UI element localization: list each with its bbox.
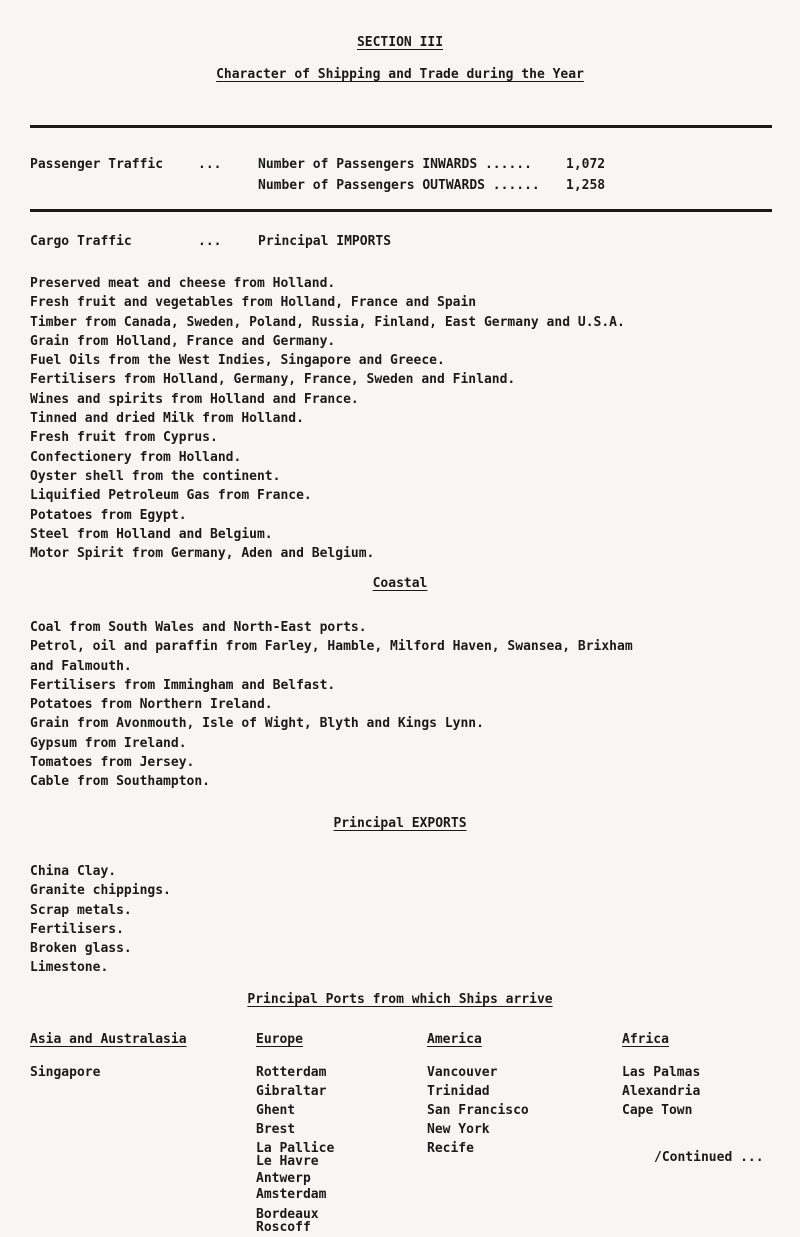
ports-column-heading-america: America: [427, 1032, 482, 1047]
list-item: Brest: [256, 1122, 296, 1137]
list-item: Preserved meat and cheese from Holland.: [30, 276, 336, 291]
passengers-inwards-value: 1,072: [566, 157, 606, 172]
passengers-inwards-label: Number of Passengers INWARDS ......: [258, 157, 532, 172]
list-item: Tomatoes from Jersey.: [30, 755, 195, 771]
list-item: Amsterdam: [256, 1187, 327, 1202]
list-item: Singapore: [30, 1065, 101, 1080]
coastal-list: [30, 618, 633, 792]
exports-list: [30, 862, 171, 978]
list-item: Roscoff: [256, 1220, 311, 1235]
list-item: Fertilisers from Holland, Germany, France, Sweden and Finland.: [30, 372, 516, 388]
ports-heading: Principal Ports from which Ships arrive: [247, 992, 553, 1007]
list-item: Cable from Southampton.: [30, 774, 211, 790]
cargo-traffic-label: Cargo Traffic: [30, 234, 132, 249]
list-item: Le Havre: [256, 1154, 319, 1169]
list-item: Grain from Holland, France and Germany.: [30, 333, 336, 349]
exports-heading: Principal EXPORTS: [333, 816, 467, 831]
list-item: Las Palmas: [622, 1065, 701, 1080]
passengers-outwards-value: 1,258: [566, 178, 606, 193]
list-item: Scrap metals.: [30, 902, 132, 918]
list-item: Fresh fruit from Cyprus.: [30, 430, 218, 446]
page-title: Character of Shipping and Trade during the Year: [216, 67, 584, 82]
list-item: Recife: [427, 1141, 474, 1156]
ports-list-europe: [256, 1063, 334, 1237]
section-heading: SECTION III: [356, 35, 444, 50]
top-rule: [30, 125, 772, 128]
list-item: Confectionery from Holland.: [30, 449, 242, 465]
cargo-traffic-dots: ...: [198, 234, 222, 249]
list-item: Broken glass.: [30, 941, 132, 957]
passenger-traffic-label: Passenger Traffic: [30, 157, 164, 172]
list-item: Grain from Avonmouth, Isle of Wight, Blyth and Kings Lynn.: [30, 716, 484, 732]
continued-note: /Continued ...: [654, 1150, 764, 1165]
list-item: Fresh fruit and vegetables from Holland, France and Spain: [30, 295, 477, 311]
list-item: New York: [427, 1122, 490, 1137]
list-item: Antwerp: [256, 1171, 311, 1186]
list-item: Potatoes from Egypt.: [30, 507, 187, 523]
list-item: Fertilisers.: [30, 921, 124, 937]
passenger-traffic-dots: ...: [198, 157, 222, 172]
imports-list: [30, 274, 625, 563]
list-item: Tinned and dried Milk from Holland.: [30, 411, 304, 427]
list-item: Bordeaux: [256, 1207, 319, 1222]
ports-list-america: [427, 1063, 529, 1158]
list-item: Oyster shell from the continent.: [30, 468, 281, 484]
list-item: China Clay.: [30, 864, 117, 879]
list-item: Rotterdam: [256, 1065, 327, 1080]
list-item: La Pallice: [256, 1141, 335, 1156]
ports-column-heading-africa: Africa: [622, 1032, 669, 1047]
list-item: Wines and spirits from Holland and France.: [30, 391, 359, 407]
list-item: Gypsum from Ireland.: [30, 735, 187, 751]
list-item: and Falmouth.: [30, 658, 132, 674]
coastal-heading: Coastal: [372, 576, 428, 591]
ports-column-heading-europe: Europe: [256, 1032, 303, 1047]
passengers-outwards-label: Number of Passengers OUTWARDS ......: [258, 178, 540, 193]
ports-list-asia: [30, 1063, 100, 1082]
ports-column-heading-asia: Asia and Australasia: [30, 1032, 187, 1047]
ports-list-africa: [622, 1063, 700, 1120]
list-item: Liquified Petroleum Gas from France.: [30, 488, 312, 504]
list-item: Timber from Canada, Sweden, Poland, Russia, Finland, East Germany and U.S.A.: [30, 314, 625, 330]
list-item: Granite chippings.: [30, 883, 171, 899]
middle-rule: [30, 209, 772, 212]
list-item: Potatoes from Northern Ireland.: [30, 697, 273, 713]
list-item: San Francisco: [427, 1103, 529, 1118]
list-item: Cape Town: [622, 1103, 693, 1118]
list-item: Petrol, oil and paraffin from Farley, Hamble, Milford Haven, Swansea, Brixham: [30, 639, 633, 655]
list-item: Fuel Oils from the West Indies, Singapore and Greece.: [30, 353, 445, 369]
list-item: Limestone.: [30, 960, 109, 976]
list-item: Gibraltar: [256, 1084, 327, 1099]
list-item: Steel from Holland and Belgium.: [30, 526, 273, 542]
list-item: Alexandria: [622, 1084, 701, 1099]
list-item: Ghent: [256, 1103, 296, 1118]
list-item: Trinidad: [427, 1084, 490, 1099]
list-item: Vancouver: [427, 1065, 498, 1080]
list-item: Motor Spirit from Germany, Aden and Belgium.: [30, 546, 375, 562]
imports-heading: Principal IMPORTS: [258, 234, 392, 249]
list-item: Fertilisers from Immingham and Belfast.: [30, 677, 336, 693]
list-item: Coal from South Wales and North-East ports.: [30, 620, 367, 635]
